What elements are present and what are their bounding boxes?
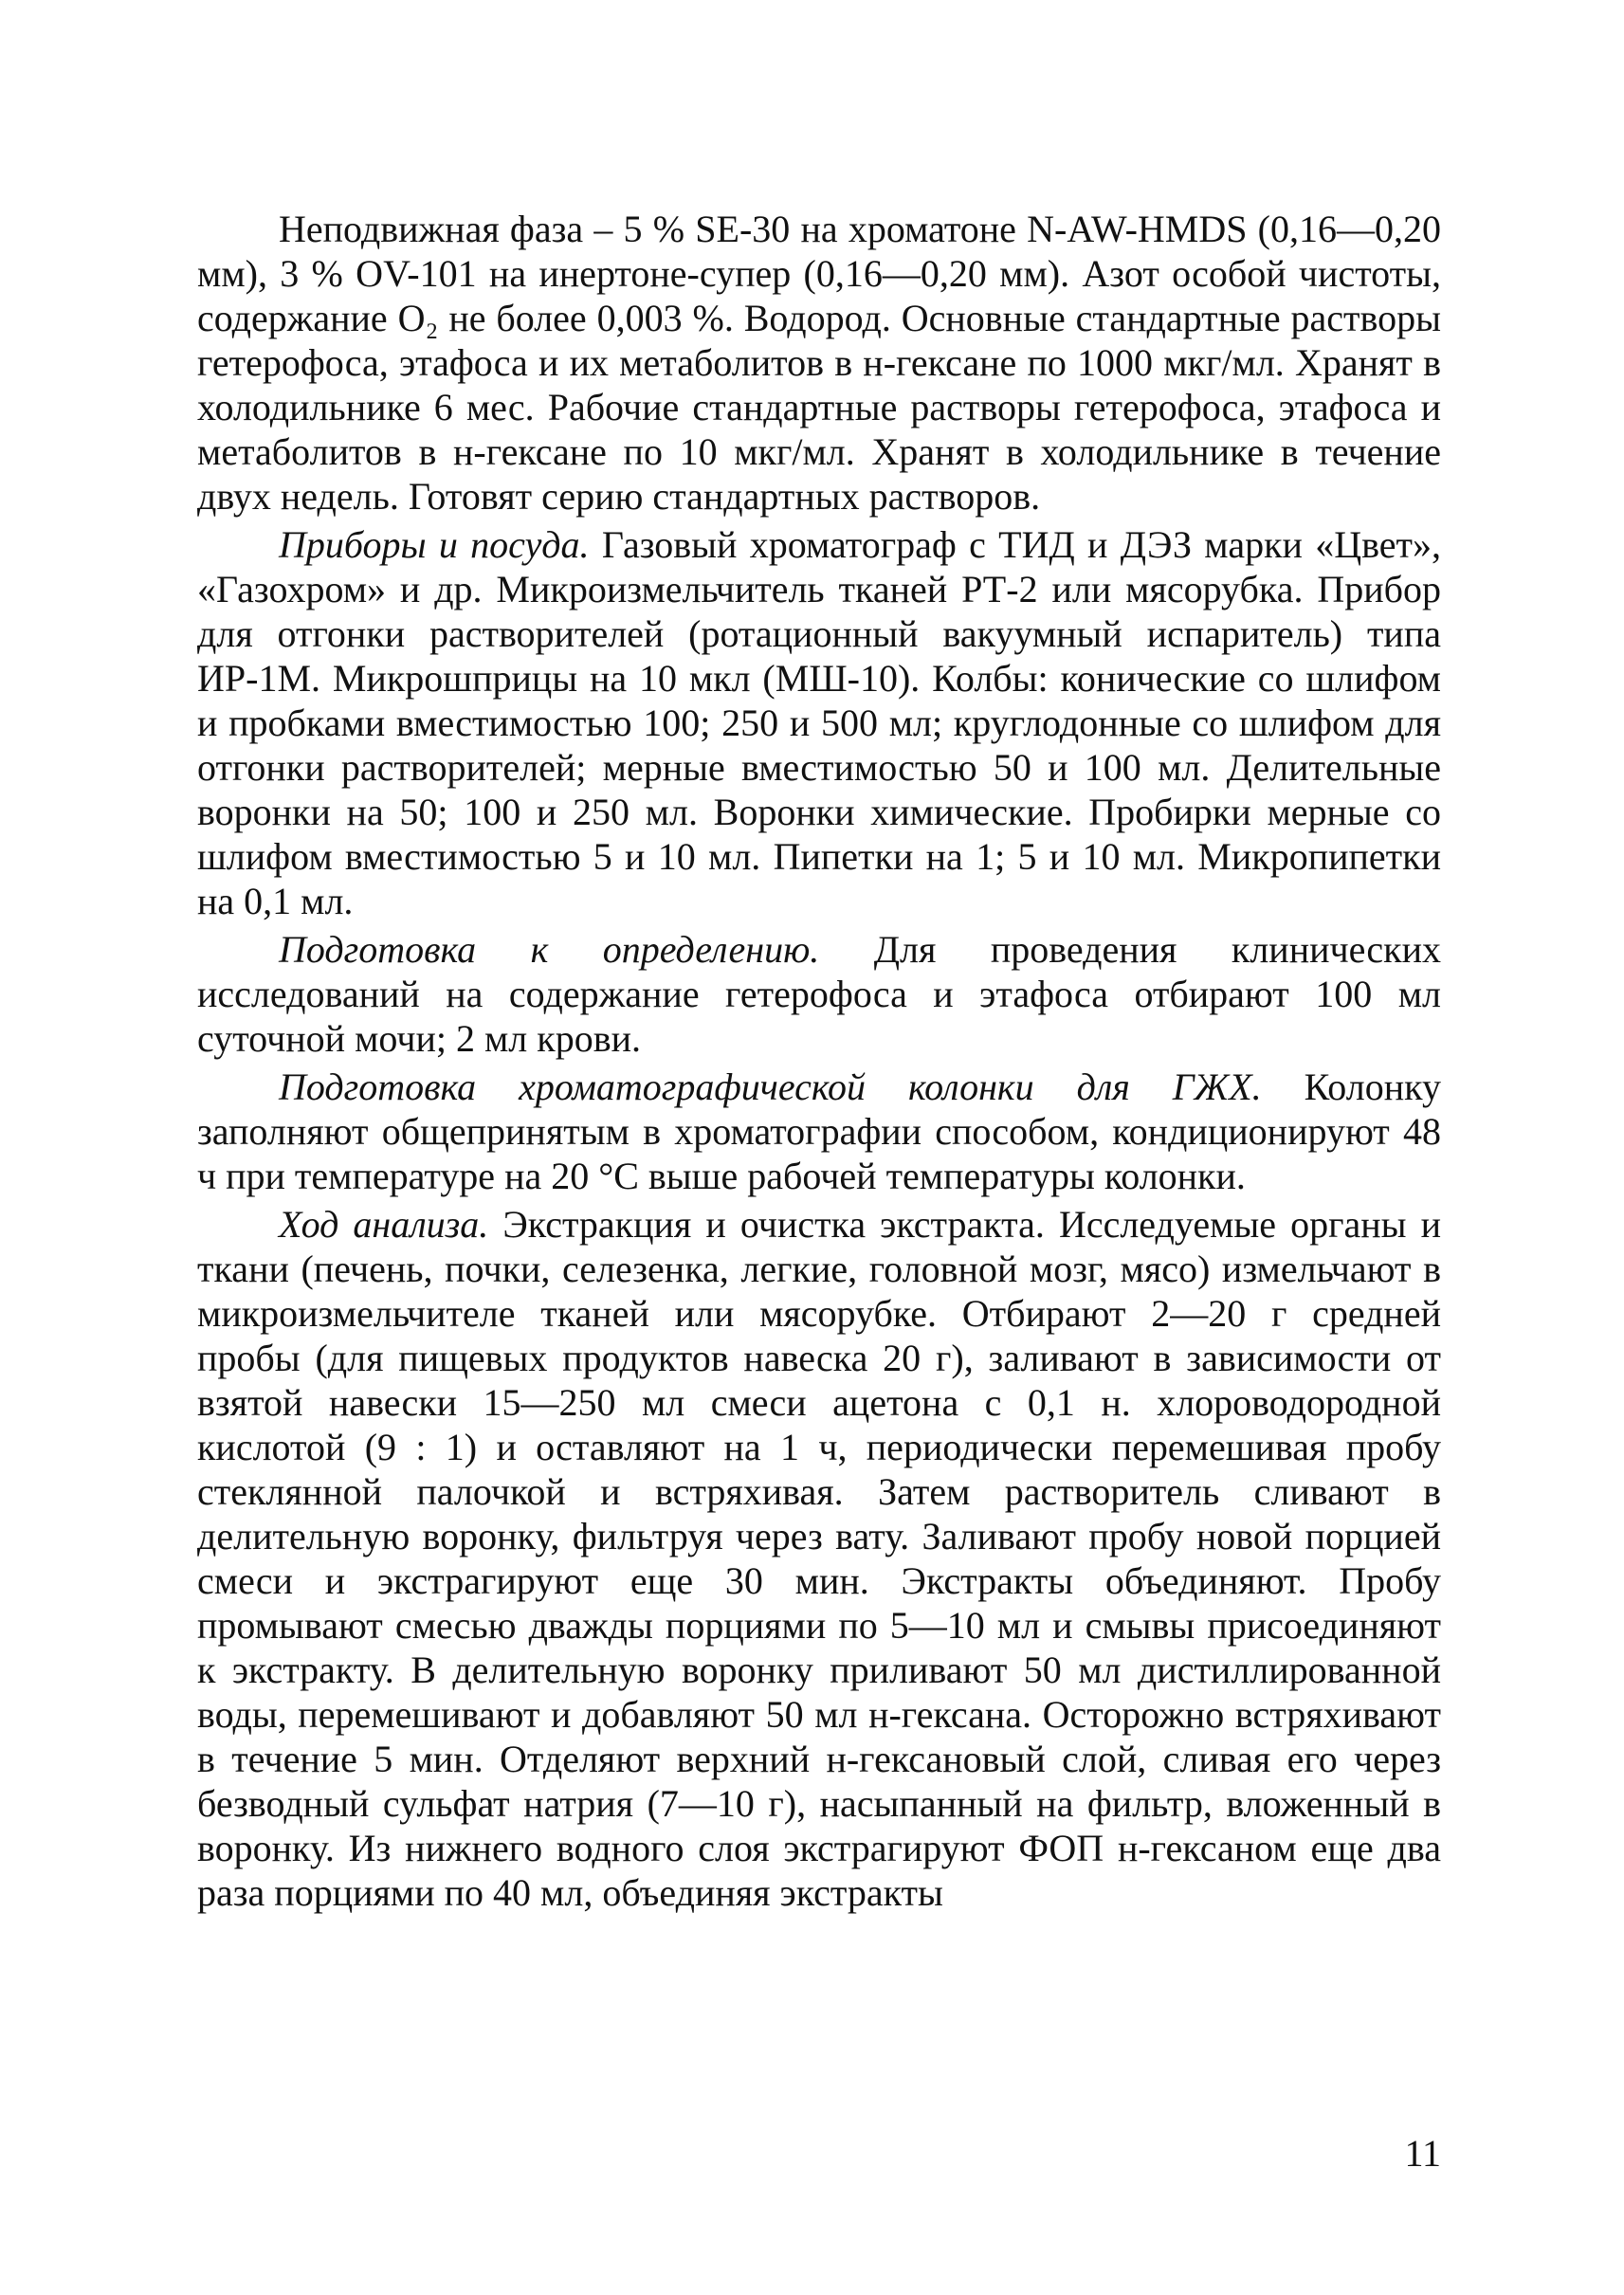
- paragraph-text: Экстракция и очистка экстракта. Исследуемые органы и ткани (печень, почки, селезенка, легкие, головной мозг, мясо) измельчают в микроизмельчителе тканей или мясорубке. Отбирают 2—20 г средней пробы (для пищевых продуктов навеска 20 г), заливают в зависимости от взятой навески 15—250 мл смеси ацетона с 0,1 н. хлороводородной кислотой (9 : 1) и оставляют на 1 ч, периодически перемешивая пробу стеклянной палочкой и встряхивая. Затем растворитель сливают в делительную воронку, фильтруя через вату. Заливают пробу новой порцией смеси и экстрагируют еще 30 мин. Экстракты объединяют. Пробу промывают смесью дважды порциями по 5—10 мл и смывы присоединяют к экстракту. В делительную воронку приливают 50 мл дистиллированной воды, перемешивают и добавляют 50 мл н-гексана. Осторожно встряхивают в течение 5 мин. Отделяют верхний н-гексановый слой, сливая его через безводный сульфат натрия (7—10 г), насыпанный на фильтр, вложенный в воронку. Из нижнего водного слоя экстрагируют ФОП н-гексаном еще два раза порциями по 40 мл, объединяя экстракты: [197, 1203, 1442, 1914]
- paragraph-text: Колонку заполняют общепринятым в хроматографии способом, кондиционируют 48 ч при температуре на 20 °С выше рабочей температуры колонки.: [197, 1066, 1441, 1197]
- paragraph-heading: Подготовка к определению.: [279, 928, 820, 971]
- paragraph-instruments: [197, 522, 1441, 923]
- paragraph-stationary-phase: [197, 207, 1441, 519]
- paragraph-text: Для проведения клинических исследований на содержание гетерофоса и этафоса отбирают 100 мл суточной мочи; 2 мл крови.: [197, 928, 1441, 1060]
- paragraph-preparation: [197, 927, 1441, 1061]
- paragraph-text: Неподвижная фаза – 5 % SE-30 на хроматоне N-AW-HMDS (0,16—0,20 мм), 3 % OV-101 на инертоне-супер (0,16—0,20 мм). Азот особой чистоты, содержание O₂ не более 0,003 %. Водород. Основные стандартные растворы гетерофоса, этафоса и их метаболитов в н-гексане по 1000 мкг/мл. Хранят в холодильнике 6 мес. Рабочие стандартные растворы гетерофоса, этафоса и метаболитов в н-гексане по 10 мкг/мл. Хранят в холодильнике в течение двух недель. Готовят серию стандартных растворов.: [197, 208, 1441, 518]
- paragraph-heading: Подготовка хроматографической колонки для ГЖХ.: [279, 1066, 1262, 1108]
- paragraph-text: Газовый хроматограф с ТИД и ДЭЗ марки «Цвет», «Газохром» и др. Микроизмельчитель тканей РТ-2 или мясорубка. Прибор для отгонки растворителей (ротационный вакуумный испаритель) типа ИР-1М. Микрошприцы на 10 мкл (МШ-10). Колбы: конические со шлифом и пробками вместимостью 100; 250 и 500 мл; круглодонные со шлифом для отгонки растворителей; мерные вместимостью 50 и 100 мл. Делительные воронки на 50; 100 и 250 мл. Воронки химические. Пробирки мерные со шлифом вместимостью 5 и 10 мл. Пипетки на 1; 5 и 10 мл. Микропипетки на 0,1 мл.: [197, 523, 1441, 922]
- paragraph-analysis: [197, 1202, 1441, 1915]
- paragraph-heading: Ход анализа.: [279, 1203, 489, 1246]
- document-body: [197, 207, 1441, 1915]
- paragraph-heading: Приборы и посуда.: [279, 523, 590, 566]
- page-number: 11: [1404, 2132, 1441, 2175]
- paragraph-column-preparation: [197, 1065, 1441, 1198]
